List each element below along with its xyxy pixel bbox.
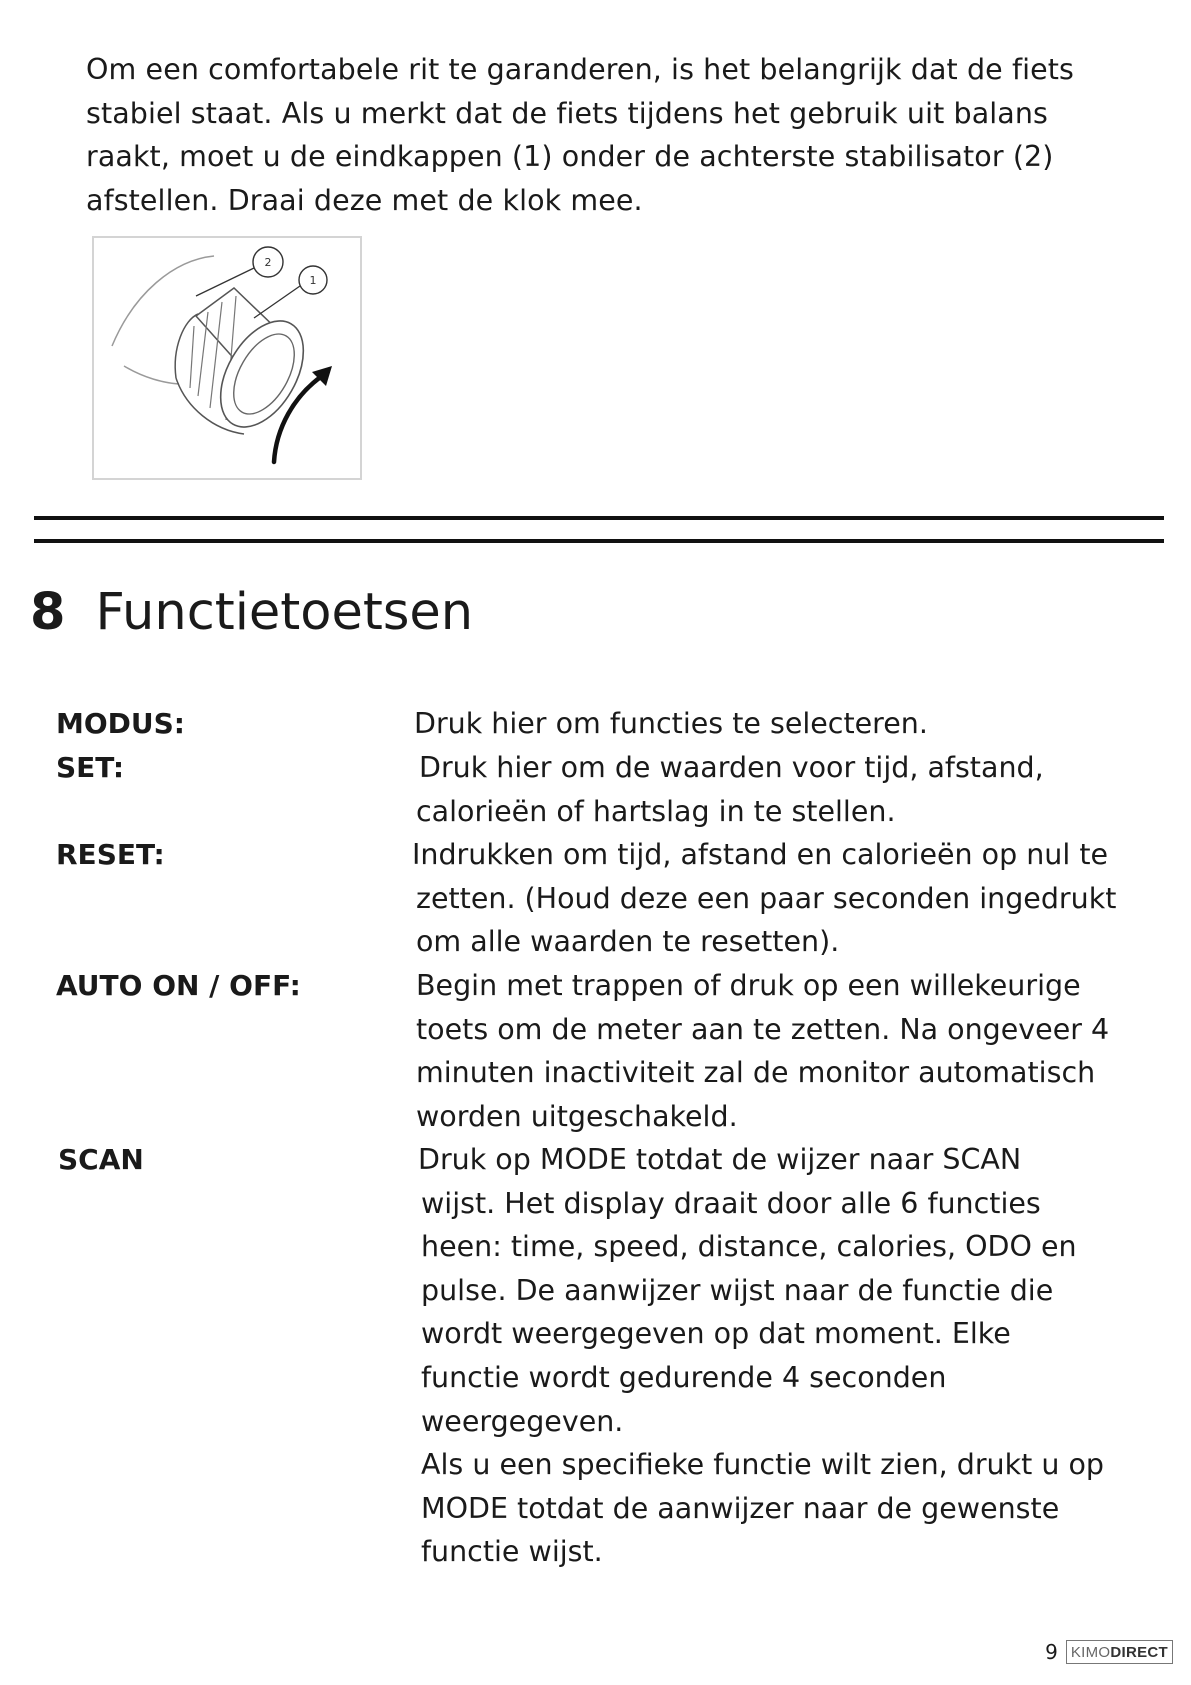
definition-line: toets om de meter aan te zetten. Na ongeveer 4: [416, 1012, 1110, 1046]
section-divider-bottom: [34, 539, 1164, 543]
definition-set: [416, 746, 1176, 833]
definition-line: Druk hier om functies te selecteren.: [414, 707, 928, 740]
definition-line: Begin met trappen of druk op een willekeurige: [416, 969, 1081, 1002]
tube-outline-bottom: [124, 366, 179, 384]
term-auto-on-off: AUTO ON / OFF:: [56, 969, 301, 1002]
definition-line: Druk hier om de waarden voor tijd, afstand,: [419, 751, 1044, 784]
definition-line: wijst. Het display draait door alle 6 functies: [421, 1186, 1041, 1220]
cap-rib: [190, 326, 194, 388]
callout-label-1: 1: [309, 274, 317, 287]
definition-line: pulse. De aanwijzer wijst naar de functie die: [421, 1273, 1054, 1307]
section-divider-top: [34, 516, 1164, 520]
callout-label-2: 2: [264, 256, 272, 269]
term-scan: SCAN: [58, 1143, 144, 1176]
term-set: SET:: [56, 751, 125, 784]
definition-auto-on-off: [416, 964, 1176, 1138]
section-number: 8: [30, 583, 66, 642]
logo-text-bold: DIRECT: [1110, 1643, 1168, 1661]
intro-line: raakt, moet u de eindkappen (1) onder de achterste stabilisator (2): [86, 140, 1054, 173]
definition-line: Druk op MODE totdat de wijzer naar SCAN: [418, 1143, 1022, 1176]
definition-line: calorieën of hartslag in te stellen.: [416, 794, 896, 828]
definition-line: Indrukken om tijd, afstand en calorieën op nul te: [412, 838, 1109, 871]
definition-line: functie wijst.: [421, 1535, 603, 1569]
definition-modus: [414, 702, 1174, 746]
definition-line: functie wordt gedurende 4 seconden: [421, 1360, 947, 1394]
definition-line: wordt weergegeven op dat moment. Elke: [421, 1317, 1011, 1351]
logo-text-light: KIMO: [1070, 1643, 1111, 1661]
page-footer: [1045, 1640, 1173, 1664]
term-reset: RESET:: [56, 838, 165, 871]
cap-back-edge: [175, 314, 198, 378]
stabilizer-drawing: [94, 238, 360, 478]
callout-line-1: [254, 286, 300, 318]
definition-line: worden uitgeschakeld.: [416, 1099, 738, 1133]
callout-line-2: [196, 268, 254, 296]
stabilizer-end-cap-illustration: [92, 236, 362, 480]
cap-face-outer: [204, 307, 321, 441]
definition-scan: [418, 1138, 1178, 1574]
definition-line: zetten. (Houd deze een paar seconden ingedrukt: [416, 881, 1117, 915]
term-modus: MODUS:: [56, 707, 186, 740]
intro-line: stabiel staat. Als u merkt dat de fiets tijdens het gebruik uit balans: [86, 96, 1048, 130]
intro-paragraph: [86, 48, 1146, 222]
definition-reset: [412, 833, 1176, 964]
section-title: Functietoetsen: [95, 583, 474, 642]
intro-line: Om een comfortabele rit te garanderen, is het belangrijk dat de fiets: [86, 53, 1074, 86]
section-heading: [30, 578, 473, 648]
intro-line: afstellen. Draai deze met de klok mee.: [86, 183, 643, 217]
definition-line: minuten inactiviteit zal de monitor automatisch: [416, 1056, 1096, 1090]
tube-outline-top: [112, 256, 214, 346]
definition-line: om alle waarden te resetten).: [416, 925, 840, 959]
definition-line: heen: time, speed, distance, calories, ODO en: [421, 1230, 1077, 1264]
definition-line: weergegeven.: [421, 1404, 624, 1438]
definition-line: MODE totdat de aanwijzer naar de gewenste: [421, 1491, 1060, 1525]
kimodirect-logo: [1066, 1640, 1173, 1664]
definition-line: Als u een specifieke functie wilt zien, drukt u op: [421, 1448, 1105, 1482]
page-number: 9: [1045, 1640, 1058, 1664]
